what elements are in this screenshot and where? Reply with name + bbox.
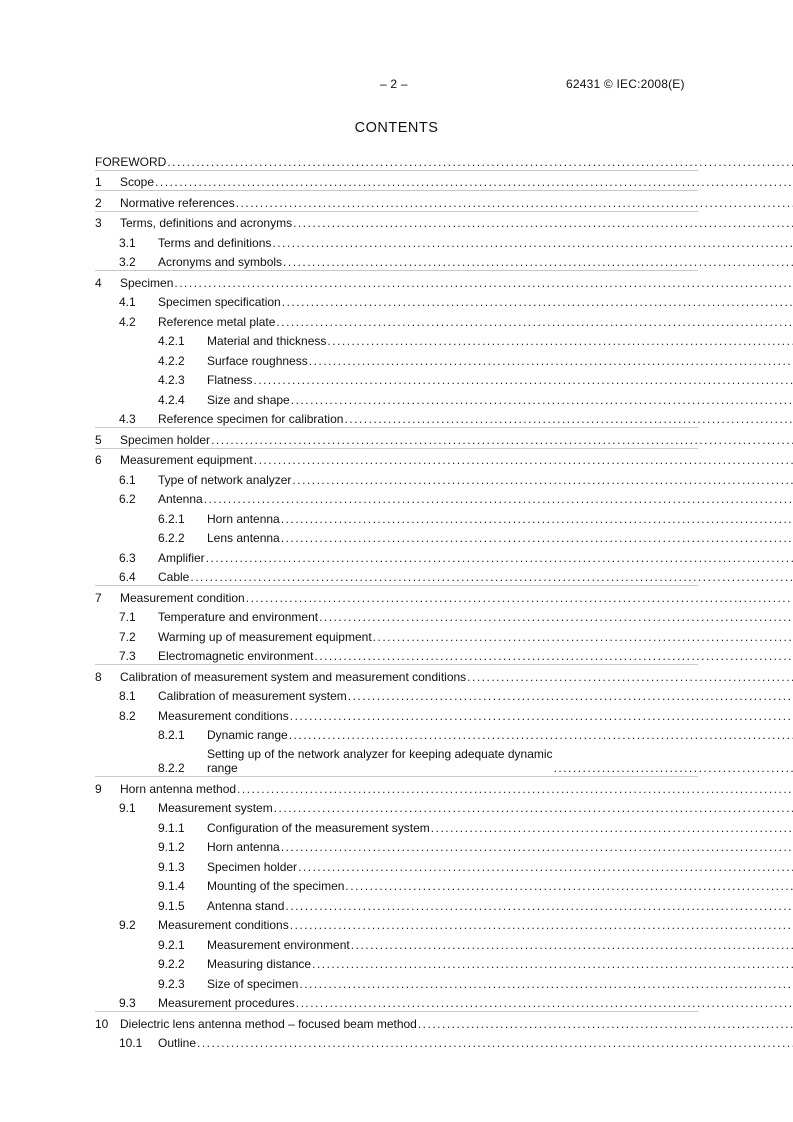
toc-entry-number: 3: [95, 216, 102, 230]
toc-entry-number: 8.1: [119, 689, 136, 703]
toc-entry-number: 7.3: [119, 649, 136, 663]
toc-entry-number: 9: [95, 781, 102, 796]
toc-entry-number: 6.2.1: [158, 511, 185, 526]
toc-entry[interactable]: [95, 992, 698, 1012]
toc-entry[interactable]: [95, 816, 698, 836]
toc-entry-title: Reference specimen for calibration: [158, 412, 344, 426]
toc-entry[interactable]: [95, 836, 698, 856]
dot-leader: [292, 473, 793, 487]
toc-entry[interactable]: [95, 330, 698, 350]
toc-entry-number: 8: [95, 669, 102, 684]
dot-leader: [345, 879, 793, 893]
toc-entry-title: Acronyms and symbols: [158, 255, 283, 269]
toc-entry[interactable]: [95, 606, 698, 626]
dot-leader: [282, 295, 793, 309]
toc-entry-number: 1: [95, 175, 102, 189]
toc-entry-title: Cable: [158, 570, 190, 584]
toc-entry-number: 6.2: [119, 492, 136, 506]
dot-leader: [272, 236, 793, 250]
toc-entry[interactable]: [95, 1032, 698, 1052]
toc-entry-title: Outline: [158, 1036, 197, 1050]
toc-entry-number: 10.1: [119, 1036, 143, 1050]
dot-leader: [351, 938, 793, 952]
toc-entry-number: 7.1: [119, 610, 136, 624]
dot-leader: [290, 709, 793, 723]
dot-leader: [554, 761, 793, 775]
toc-entry-title: Antenna stand: [207, 898, 285, 913]
page-title: CONTENTS: [354, 120, 439, 136]
toc-entry-number: 10: [95, 1016, 109, 1031]
dot-leader: [344, 412, 793, 426]
toc-entry-number: 4.2.1: [158, 334, 185, 348]
dot-leader: [281, 531, 793, 545]
toc-entry-number: 3.1: [119, 235, 136, 250]
dot-leader: [289, 728, 793, 742]
dot-leader: [246, 591, 793, 605]
toc-entry-number: 6.3: [119, 550, 136, 565]
toc-entry-number: 6.2.2: [158, 531, 185, 545]
dot-leader: [291, 393, 793, 407]
dot-leader: [276, 315, 793, 329]
toc-entry[interactable]: [95, 527, 698, 547]
toc-entry-title: Reference metal plate: [158, 314, 276, 329]
toc-entry[interactable]: [95, 585, 698, 606]
toc-entry[interactable]: [95, 270, 698, 291]
toc-entry-number: 7: [95, 590, 102, 605]
toc-entry[interactable]: [95, 972, 698, 992]
toc-entry-title: Antenna: [158, 492, 203, 506]
toc-entry-number: 9.3: [119, 996, 136, 1010]
toc-entry[interactable]: [95, 685, 698, 705]
toc-entry-title: Setting up of the network analyzer for keeping adequate dynamic range: [207, 747, 553, 775]
toc-entry[interactable]: [95, 231, 698, 251]
toc-entry[interactable]: [95, 251, 698, 271]
dot-leader: [197, 1036, 793, 1050]
toc-entry-title: Measurement equipment: [120, 453, 253, 467]
toc-entry-title: Measurement conditions: [158, 708, 289, 723]
toc-entry[interactable]: [95, 953, 698, 973]
dot-leader: [190, 570, 793, 584]
toc-entry-number: 8.2.1: [158, 728, 185, 742]
dot-leader: [327, 334, 793, 348]
toc-entry-title: Surface roughness: [207, 353, 308, 368]
toc-entry-number: 9.2: [119, 918, 136, 932]
standard-identifier-header: 62431 © IEC:2008(E): [566, 77, 685, 91]
toc-entry[interactable]: [95, 408, 698, 428]
dot-leader: [204, 492, 793, 506]
dot-leader: [211, 433, 793, 447]
toc-entry[interactable]: [95, 664, 698, 685]
toc-entry[interactable]: [95, 388, 698, 408]
dot-leader: [174, 276, 793, 290]
toc-entry-number: 9.2.2: [158, 957, 185, 971]
toc-entry[interactable]: [95, 1011, 698, 1032]
dot-leader: [431, 821, 793, 835]
toc-entry-number: 4.2.3: [158, 373, 185, 387]
toc-entry[interactable]: [95, 645, 698, 665]
toc-entry-title: Horn antenna method: [120, 781, 237, 796]
toc-entry-number: 9.2.3: [158, 976, 185, 991]
toc-entry[interactable]: [95, 914, 698, 934]
toc-entry-title: Type of network analyzer: [158, 472, 292, 487]
dot-leader: [418, 1017, 793, 1031]
toc-entry[interactable]: [95, 507, 698, 527]
dot-leader: [314, 649, 793, 663]
toc-entry[interactable]: [95, 427, 698, 448]
toc-entry-number: 4.2.2: [158, 353, 185, 368]
toc-entry-title: Calibration of measurement system and measurement conditions: [120, 669, 467, 684]
toc-entry[interactable]: [95, 190, 698, 211]
toc-entry-number: 7.2: [119, 629, 136, 644]
toc-entry-number: 6: [95, 453, 102, 467]
toc-entry[interactable]: [95, 797, 698, 817]
dot-leader: [312, 957, 793, 971]
toc-entry-title: Normative references: [120, 195, 235, 210]
dot-leader: [253, 373, 793, 387]
toc-entry-title: Specimen holder: [207, 859, 298, 874]
toc-entry-title: Amplifier: [158, 550, 205, 565]
toc-entry-title: Specimen: [120, 275, 174, 290]
toc-entry-title: Temperature and environment: [158, 610, 319, 624]
toc-entry-number: 3.2: [119, 255, 136, 269]
toc-entry[interactable]: [95, 369, 698, 389]
dot-leader: [281, 512, 793, 526]
toc-entry-title: Measurement procedures: [158, 996, 295, 1010]
toc-entry-number: 4.3: [119, 412, 136, 426]
toc-entry-title: Measurement condition: [120, 590, 245, 605]
dot-leader: [298, 860, 793, 874]
toc-entry-title: Terms, definitions and acronyms: [120, 216, 293, 230]
toc-entry-title: Terms and definitions: [158, 235, 272, 250]
toc-entry[interactable]: [95, 448, 698, 469]
toc-entry[interactable]: [95, 211, 698, 232]
toc-entry[interactable]: [95, 743, 698, 776]
toc-entry[interactable]: [95, 310, 698, 330]
dot-leader: [155, 175, 793, 189]
toc-entry[interactable]: [95, 724, 698, 744]
toc-entry-title: Measurement environment: [207, 937, 350, 952]
dot-leader: [293, 216, 793, 230]
dot-leader: [373, 630, 793, 644]
toc-entry-title: Measurement conditions: [158, 918, 289, 932]
toc-entry[interactable]: [95, 625, 698, 645]
dot-leader: [274, 801, 793, 815]
toc-entry-number: 9.1: [119, 801, 136, 815]
toc-entry-title: Size of specimen: [207, 976, 299, 991]
toc-entry[interactable]: [95, 875, 698, 895]
toc-entry-title: Horn antenna: [207, 511, 280, 526]
toc-entry-number: 8.2.2: [158, 761, 185, 775]
dot-leader: [167, 155, 793, 169]
toc-entry[interactable]: [95, 894, 698, 914]
toc-entry-number: 4: [95, 275, 102, 290]
toc-entry-title: Specimen specification: [158, 295, 281, 309]
toc-entry-number: 6.1: [119, 472, 136, 487]
toc-entry-title: Dynamic range: [207, 728, 288, 742]
toc-entry[interactable]: [95, 566, 698, 586]
toc-entry-title: Calibration of measurement system: [158, 689, 347, 703]
toc-entry-number: 4.2: [119, 314, 136, 329]
dot-leader: [237, 782, 793, 796]
toc-entry-title: Lens antenna: [207, 531, 280, 545]
toc-entry-title: Horn antenna: [207, 840, 280, 854]
toc-entry[interactable]: [95, 170, 698, 191]
toc-entry-number: 9.2.1: [158, 937, 185, 952]
toc-entry[interactable]: [95, 855, 698, 875]
toc-entry[interactable]: [95, 546, 698, 566]
toc-entry-number: 9.1.5: [158, 898, 185, 913]
toc-entry-title: Material and thickness: [207, 334, 327, 348]
dot-leader: [283, 255, 793, 269]
table-of-contents: [95, 150, 698, 1051]
toc-entry[interactable]: [95, 488, 698, 508]
toc-entry[interactable]: [95, 150, 698, 170]
dot-leader: [319, 610, 793, 624]
toc-entry-number: 5: [95, 432, 102, 447]
dot-leader: [281, 840, 793, 854]
page-number-header: – 2 –: [380, 77, 408, 91]
toc-entry-title: Electromagnetic environment: [158, 649, 314, 663]
toc-entry-title: Mounting of the specimen: [207, 879, 345, 893]
toc-entry-number: 4.2.4: [158, 392, 185, 407]
toc-entry-title: Flatness: [207, 373, 253, 387]
toc-entry[interactable]: [95, 468, 698, 488]
toc-entry[interactable]: [95, 776, 698, 797]
toc-entry-title: Measuring distance: [207, 957, 312, 971]
dot-leader: [290, 918, 793, 932]
toc-entry-number: 6.4: [119, 570, 136, 584]
toc-entry-title: Scope: [120, 175, 155, 189]
toc-entry-title: Size and shape: [207, 392, 290, 407]
toc-entry[interactable]: [95, 349, 698, 369]
toc-entry-number: 8.2: [119, 708, 136, 723]
toc-entry-title: FOREWORD: [95, 154, 167, 169]
toc-entry-number: 9.1.1: [158, 820, 185, 835]
dot-leader: [254, 453, 793, 467]
toc-entry-number: 2: [95, 195, 102, 210]
dot-leader: [348, 689, 793, 703]
toc-entry-number: 9.1.3: [158, 859, 185, 874]
toc-entry-title: Specimen holder: [120, 432, 211, 447]
toc-entry[interactable]: [95, 291, 698, 311]
toc-entry-number: 4.1: [119, 295, 136, 309]
dot-leader: [296, 996, 793, 1010]
toc-entry-number: 9.1.2: [158, 840, 185, 854]
toc-entry[interactable]: [95, 704, 698, 724]
toc-entry[interactable]: [95, 933, 698, 953]
dot-leader: [299, 977, 793, 991]
dot-leader: [467, 670, 793, 684]
toc-entry-number: 9.1.4: [158, 879, 185, 893]
dot-leader: [206, 551, 793, 565]
toc-entry-title: Warming up of measurement equipment: [158, 629, 372, 644]
toc-entry-title: Configuration of the measurement system: [207, 820, 430, 835]
dot-leader: [236, 196, 793, 210]
toc-entry-title: Measurement system: [158, 801, 273, 815]
toc-entry-title: Dielectric lens antenna method – focused beam method: [120, 1016, 417, 1031]
dot-leader: [309, 354, 793, 368]
dot-leader: [285, 899, 793, 913]
